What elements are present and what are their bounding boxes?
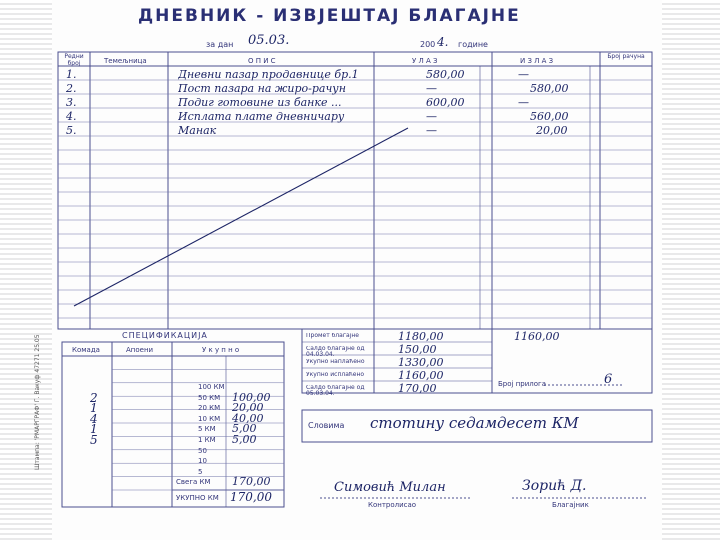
spec-row-apoen: 100 КМ [198, 383, 225, 391]
col-izlaz: И З Л А З [520, 57, 554, 65]
spec-row-ukupno: 170,00 [232, 475, 271, 489]
entry-izlaz: — [518, 96, 529, 109]
form-grid [52, 0, 662, 540]
year-prefix: 200 [420, 40, 436, 49]
spec-row-apoen: 50 [198, 446, 207, 455]
kontrolisao-label: Контролисао [368, 501, 417, 509]
entry-ulaz: 600,00 [426, 96, 465, 109]
entry-izlaz: 20,00 [536, 124, 568, 137]
entry-ulaz: — [426, 124, 437, 137]
date-suffix: године [458, 40, 488, 49]
col-ulaz: У Л А З [412, 57, 438, 65]
entry-opis: Исплата плате дневничару [178, 110, 345, 123]
entry-no: 3. [66, 96, 77, 109]
spec-row-ukupno: 100,00 [232, 390, 271, 404]
col-redni-broj: Редни број [64, 53, 84, 67]
year-digit: 4. [437, 35, 449, 49]
printer-imprint: Штампа: 'РМАРГРАФ' Г. Вакуф 47271 25.05 [34, 334, 41, 470]
entry-izlaz: 560,00 [530, 110, 569, 123]
spec-row-komada: 1 [90, 422, 98, 437]
entry-no: 4. [66, 110, 77, 123]
spec-row-ukupno: 5,00 [232, 433, 257, 446]
summary-label: Укупно наплаћено [306, 359, 365, 365]
entry-ulaz: — [426, 110, 437, 123]
spec-row-apoen: 10 КМ [198, 414, 221, 423]
kontrolisao-signature: Симовић Милан [334, 480, 446, 495]
entry-no: 1. [66, 68, 77, 81]
date-prefix: за дан [206, 40, 234, 49]
summary-ulaz: 150,00 [398, 343, 437, 356]
spec-header-ukupno: У к у п н о [202, 346, 240, 354]
blagajnik-label: Благајник [552, 501, 589, 509]
summary-ulaz: 1180,00 [398, 330, 444, 343]
spec-row-apoen: 5 КМ [198, 425, 216, 434]
spec-row-komada: 2 [90, 390, 98, 405]
summary-izlaz: 1160,00 [514, 330, 560, 343]
cash-journal-form [52, 0, 662, 540]
entry-no: 5. [66, 124, 77, 137]
col-temeljnica: Темељница [104, 57, 147, 65]
prilozi-label: Број прилога [498, 380, 546, 388]
entry-no: 2. [66, 82, 77, 95]
spec-row-ukupno: 5,00 [232, 422, 257, 436]
date-value: 05.03. [248, 33, 290, 48]
entry-opis: Подиг готовине из банке ... [178, 96, 342, 109]
summary-label: Промет благајне [306, 333, 359, 339]
entry-ulaz: 580,00 [426, 68, 465, 81]
slovima-value: стотину седамдесет КМ [370, 414, 579, 432]
spec-row-apoen: 20 КМ [198, 404, 221, 413]
prilozi-value: 6 [604, 372, 613, 387]
entry-ulaz: — [426, 82, 437, 95]
spec-row-ukupno: 40,00 [232, 411, 264, 425]
spec-header-komada: Комада [72, 346, 100, 354]
col-opis: О П И С [248, 57, 276, 65]
spec-row-komada: 1 [90, 401, 98, 416]
spec-row-komada: 4 [90, 411, 98, 426]
spec-total-value: 170,00 [230, 490, 272, 504]
spec-row-apoen: Свега КМ [176, 478, 211, 487]
col-broj-racuna: Број рачуна [607, 53, 645, 60]
entry-izlaz: 580,00 [530, 82, 569, 95]
spec-title: СПЕЦИФИКАЦИЈА [122, 331, 208, 340]
blagajnik-signature: Зорић Д. [522, 478, 587, 494]
spec-row-komada: 5 [90, 433, 98, 447]
entry-opis: Манак [178, 124, 217, 137]
summary-label: Салдо благајне од 05.03.04. [306, 385, 365, 397]
spec-row-ukupno: 20,00 [232, 401, 264, 415]
slovima-label: Словима [308, 421, 345, 430]
empty-rows-strike-line [74, 128, 408, 306]
spec-row-apoen: 5 [198, 467, 203, 476]
summary-label: Укупно исплаћено [306, 372, 365, 378]
entry-opis: Пост пазара на жиро-рачун [178, 82, 346, 95]
form-title: ДНЕВНИК - ИЗВЈЕШТАЈ БЛАГАЈНЕ [138, 6, 521, 26]
summary-ulaz: 170,00 [398, 382, 437, 395]
spec-row-apoen: 1 КМ [198, 436, 216, 444]
summary-label: Салдо благајне од 04.03.04. [306, 346, 365, 358]
spec-row-apoen: 10 [198, 457, 207, 466]
entry-opis: Дневни пазар продавнице бр.1 [178, 68, 359, 81]
summary-ulaz: 1160,00 [398, 369, 444, 382]
spec-header-apoeni: Апоени [126, 346, 154, 354]
entry-izlaz: — [518, 68, 529, 81]
spec-row-apoen: 50 КМ [198, 393, 221, 402]
summary-ulaz: 1330,00 [398, 356, 444, 369]
spec-total-label: УКУПНО КМ [176, 494, 219, 502]
